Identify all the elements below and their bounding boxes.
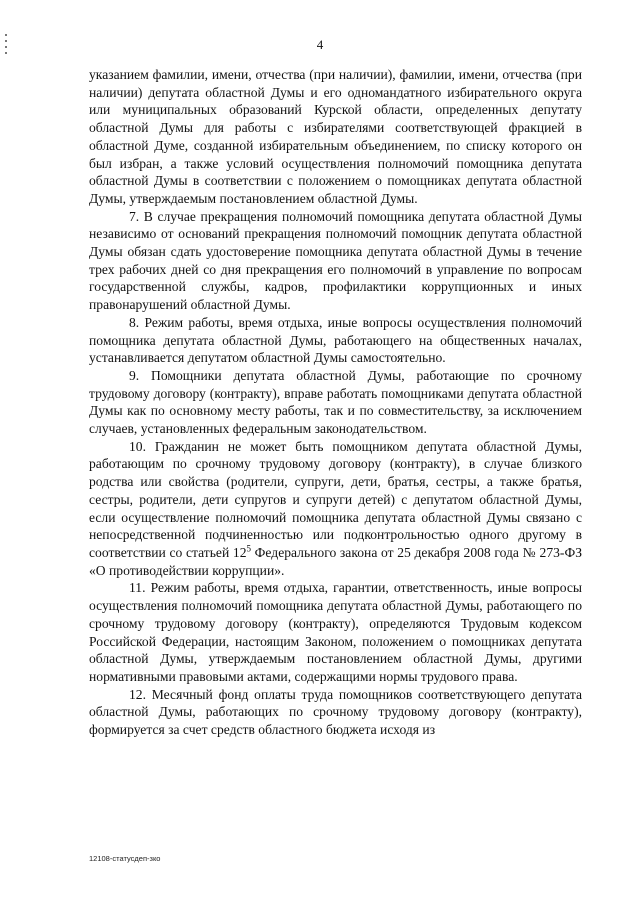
paragraph-12: 12. Месячный фонд оплаты труда помощников соответствующего депутата областной Думы, работающих по срочному трудовому договору (контракту), формируется за счет средств областного бюджета исходя из [89, 686, 582, 738]
paragraph-10 [89, 438, 582, 580]
paragraph-continuation: указанием фамилии, имени, отчества (при наличии), фамилии, имени, отчества (при наличии) депутата областной Думы и его одномандатного избирательного округа или муниципальных образований Курской области, определенных депутату областной Думы для работы с избирателями соответствующей фракцией в областной Думе, созданной избирательным объединением, по списку которого он был избран, а также условий осуществления полномочий помощника депутата областной Думы в соответствии с положением о помощниках депутата областной Думы, утверждаемым постановлением областной Думы. [89, 67, 582, 206]
paragraph-9: 9. Помощники депутата областной Думы, работающие по срочному трудовому договору (контракту), вправе работать помощниками депутата областной Думы как по основному месту работы, так и по совместительству, за исключением случаев, установленных федеральным законодательством. [89, 367, 582, 437]
article-superscript: 5 [246, 543, 252, 554]
page-number: 4 [316, 37, 324, 52]
paragraph-10-text-before: 10. Гражданин не может быть помощником депутата областной Думы, работающим по срочному трудовому договору (контракту), в случае близкого родства или свойства (родители, супруги, дети, братья, сестры, а также братья, сестры, родители, дети супругов и супруги детей) с депутатом областной Думы, если осуществление полномочий помощника депутата областной Думы связано с непосредственной подчиненностью или подконтрольностью одного другому в соответствии со статьей 12 [89, 438, 582, 560]
document-body [89, 66, 582, 739]
paragraph-8: 8. Режим работы, время отдыха, иные вопросы осуществления полномочий помощника депутата областной Думы, работающего на общественных началах, устанавливается депутатом областной Думы самостоятельно. [89, 314, 582, 366]
footer-document-code: 12108-статусдеп-зко [89, 854, 161, 863]
paragraph-11: 11. Режим работы, время отдыха, гарантии, ответственность, иные вопросы осуществления полномочий помощника депутата областной Думы, работающего по срочному трудовому договору (контракту), определяются Трудовым кодексом Российской Федерации, настоящим Законом, положением о помощниках депутата областной Думы, утверждаемым постановлением областной Думы, другими нормативными правовыми актами, содержащими нормы трудового права. [89, 580, 582, 684]
paragraph-7: 7. В случае прекращения полномочий помощника депутата областной Думы независимо от оснований прекращения полномочий помощник депутата областной Думы обязан сдать удостоверение помощника депутата областной Думы в течение трех рабочих дней со дня прекращения его полномочий в управление по вопросам государственной службы, кадров, профилактики коррупционных и иных правонарушений областной Думы. [89, 208, 582, 313]
paragraph-10-text-after: Федерального закона от 25 декабря 2008 года № 273-ФЗ «О противодействии коррупции». [89, 544, 583, 578]
